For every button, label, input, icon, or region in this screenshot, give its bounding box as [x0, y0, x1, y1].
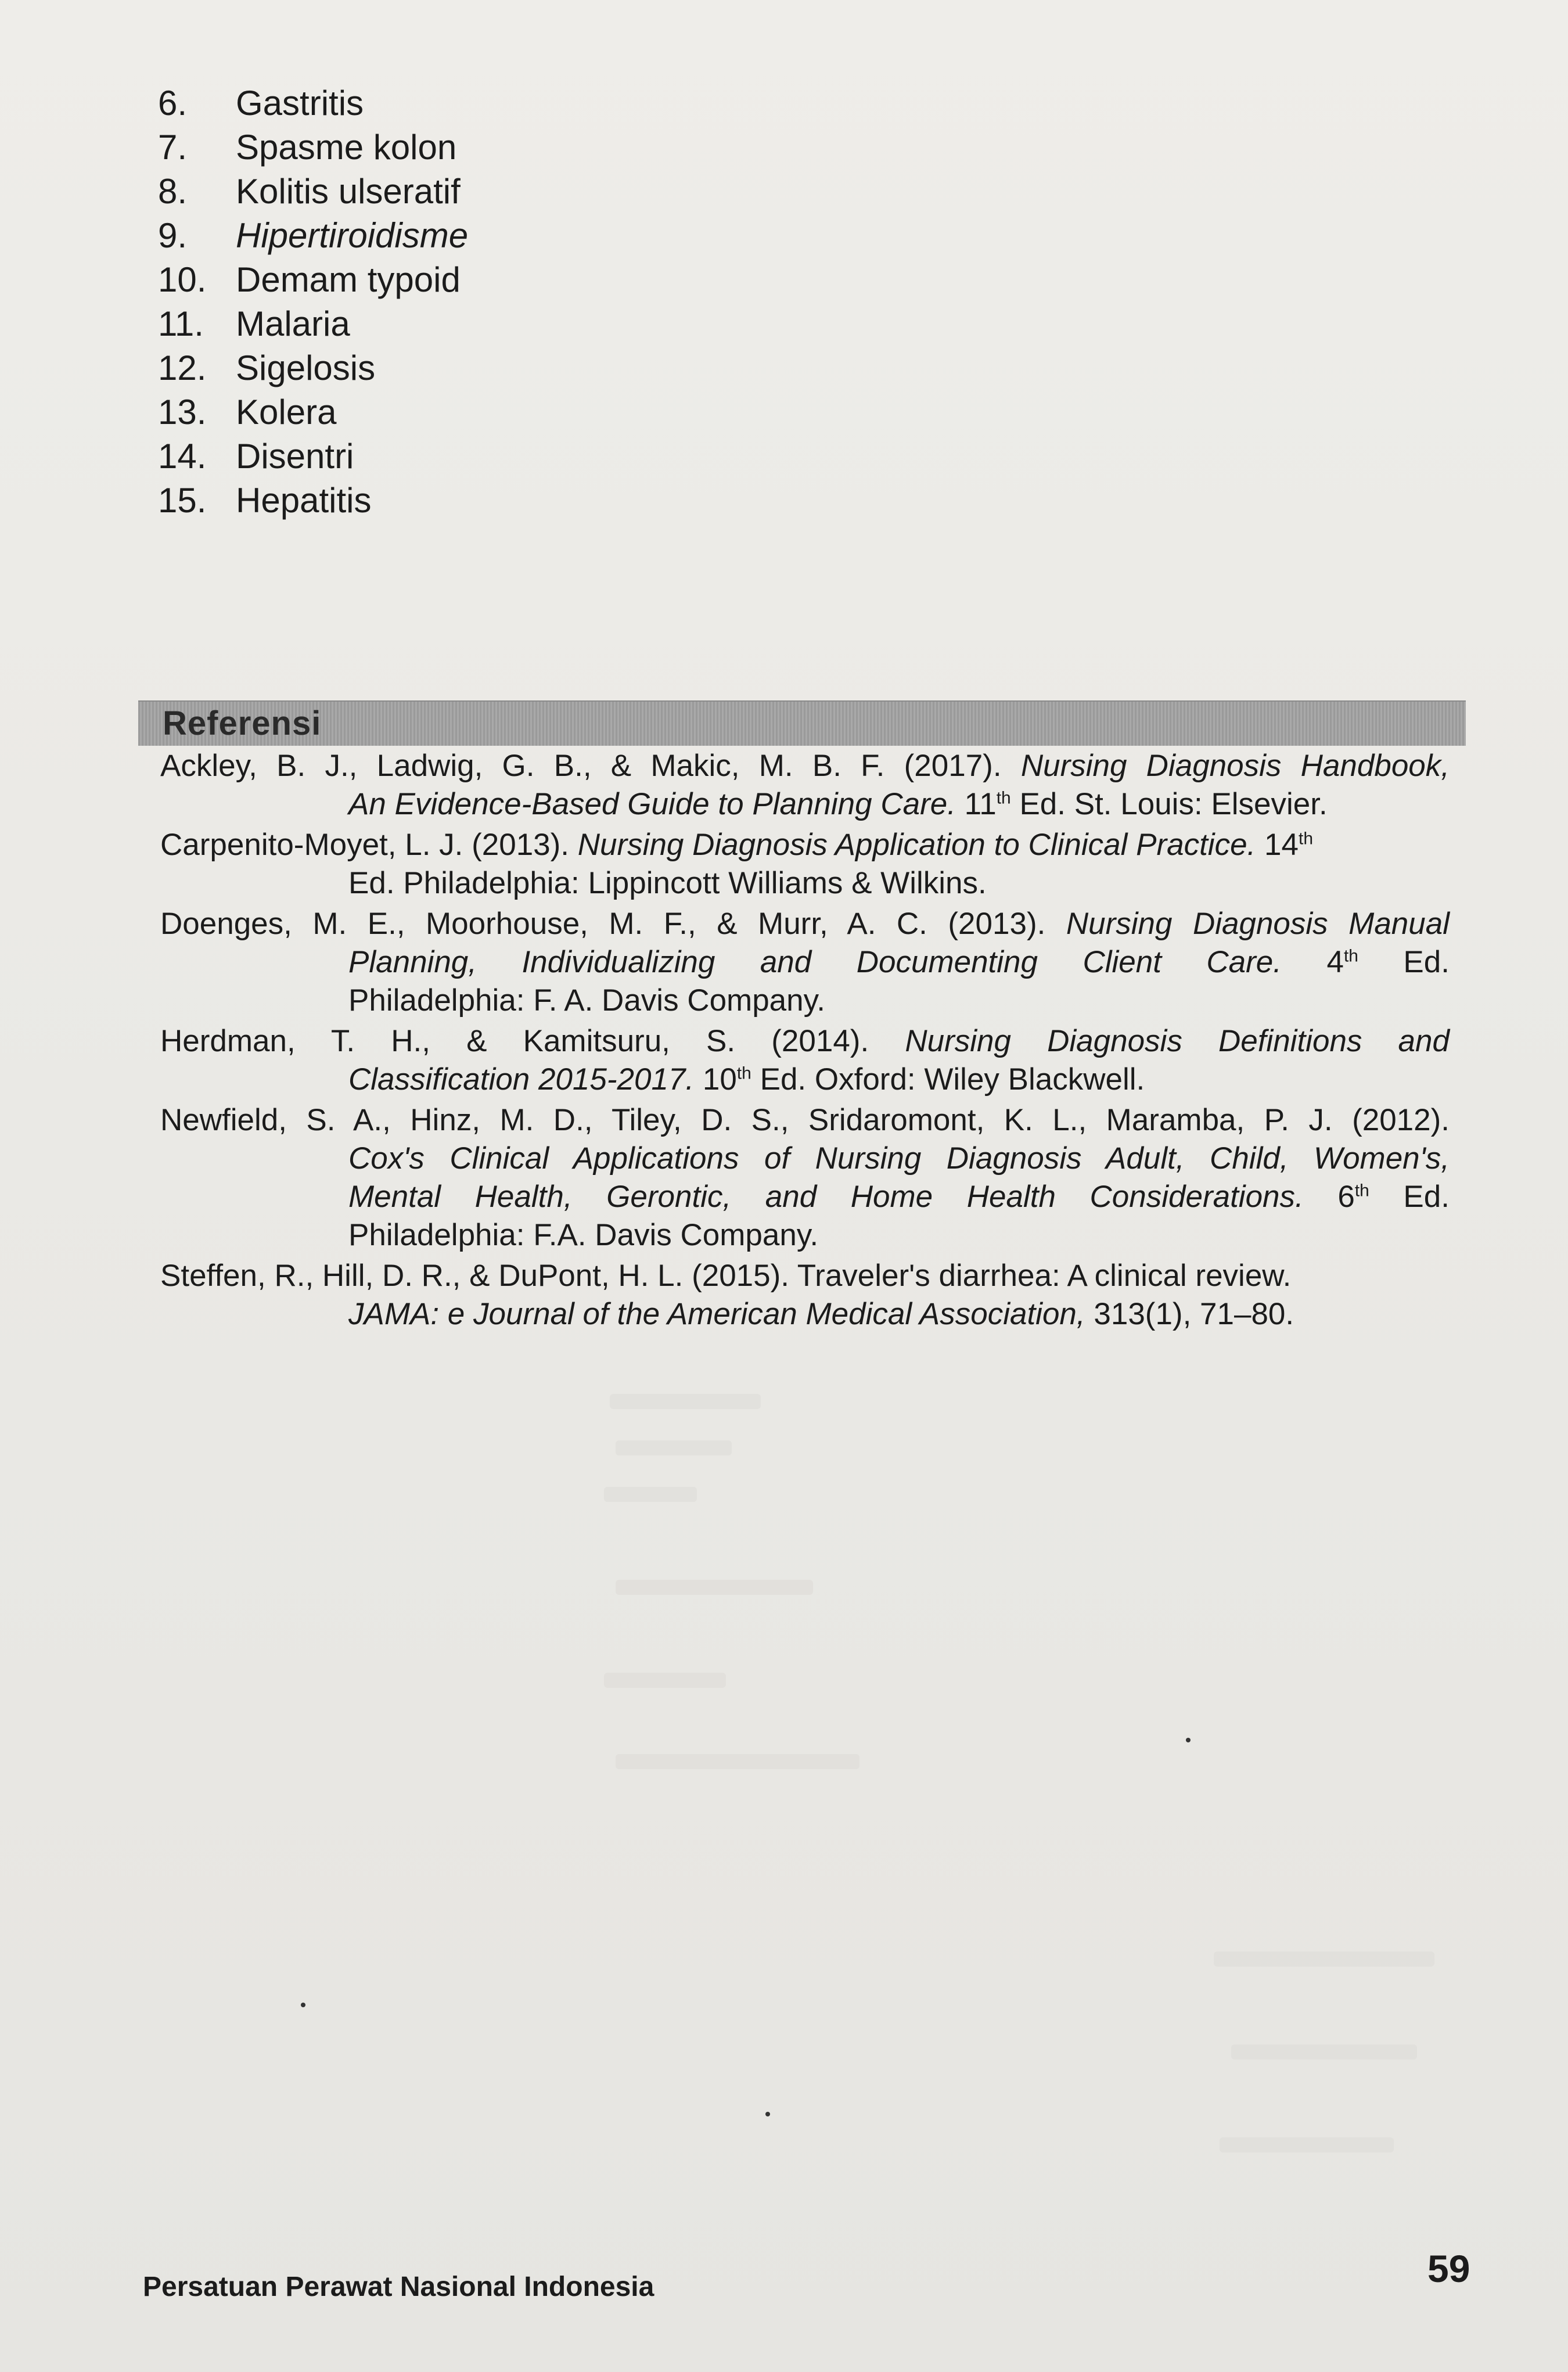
- reference-entry: Herdman, T. H., & Kamitsuru, S. (2014). Nursing Diagnosis Definitions and Classification 2015-2017. 10th Ed. Oxford: Wiley Blackwell.: [160, 1024, 1450, 1097]
- bleed-through-mark: [1231, 2044, 1417, 2060]
- speck: [1186, 1738, 1191, 1742]
- book-page: 6. Gastritis 7. Spasme kolon 8. Kolitis ulseratif 9. Hipertiroidisme 10. Demam typoid 11. Malaria 12. Sigelosis 13. Kolera 14. Disentri 15. Hepatitis Referensi Ackley, B. J., Ladwig, G. B., & Makic, M. B. F. (2017). Nursing Diagnosis Handbook, An Evidence-Based Guide to Planning Care. 11th Ed. St. Louis: Elsevier. Carpenito-Moyet, L. J. (2013). Nursing Diagnosis Application to Clinical Practice. 14th Ed. Philadelphia: Lippincott Williams & Wilkins. Doenges, M. E., Moorhouse, M. F., & Murr, A. C. (2013). Nursing Diagnosis Manual Planning, Individualizing and Documenting Client Care. 4th Ed. Philadelphia: F. A. Davis Company. Herdman, T. H., & Kamitsuru, S. (2014). Nursing Diagnosis Definitions and Classification 2015-2017. 10th Ed. Oxford: Wiley Blackwell. Newfield, S. A., Hinz, M. D., Tiley, D. S., Sridaromont, K. L., Maramba, P. J. (2012). Cox's Clinical Applications of Nursing Diagnosis Adult, Child, Women's, Mental Health, Gerontic, and Home Health Considerations. 6th Ed. Philadelphia: F.A. Davis Company. Steffen, R., Hill, D. R., & DuPont, H. L. (2015). Traveler's diarrhea: A clinical review. JAMA: e Journal of the American Medical Association, 313(1), 71–80. Persatuan Perawat Nasional Indonesia 59: [0, 0, 1568, 2372]
- references-heading: Referensi: [163, 705, 322, 742]
- bleed-through-mark: [1220, 2137, 1394, 2152]
- references-header-bar: [138, 700, 1466, 746]
- bleed-through-mark: [604, 1673, 726, 1688]
- bleed-through-mark: [610, 1394, 761, 1409]
- reference-entry: Steffen, R., Hill, D. R., & DuPont, H. L. (2015). Traveler's diarrhea: A clinical review. JAMA: e Journal of the American Medical Association, 313(1), 71–80.: [160, 1259, 1294, 1331]
- page-number: 59: [1427, 2247, 1470, 2290]
- reference-list: [160, 747, 1450, 1336]
- publisher-footer: Persatuan Perawat Nasional Indonesia: [143, 2272, 654, 2302]
- speck: [765, 2112, 770, 2116]
- reference-entry: Ackley, B. J., Ladwig, G. B., & Makic, M. B. F. (2017). Nursing Diagnosis Handbook, An Evidence-Based Guide to Planning Care. 11th Ed. St. Louis: Elsevier.: [160, 749, 1450, 821]
- reference-entry: Doenges, M. E., Moorhouse, M. F., & Murr, A. C. (2013). Nursing Diagnosis Manual Planning, Individualizing and Documenting Client Care. 4th Ed. Philadelphia: F. A. Davis Company.: [160, 907, 1450, 1018]
- reference-entry: Carpenito-Moyet, L. J. (2013). Nursing Diagnosis Application to Clinical Practice. 14th Ed. Philadelphia: Lippincott Williams & Wilkins.: [160, 828, 1314, 900]
- reference-entry: Newfield, S. A., Hinz, M. D., Tiley, D. S., Sridaromont, K. L., Maramba, P. J. (2012). Cox's Clinical Applications of Nursing Diagnosis Adult, Child, Women's, Mental Health, Gerontic, and Home Health Considerations. 6th Ed. Philadelphia: F.A. Davis Company.: [160, 1103, 1450, 1252]
- bleed-through-mark: [616, 1580, 813, 1595]
- bleed-through-mark: [604, 1487, 697, 1502]
- speck: [301, 2003, 305, 2007]
- bleed-through-mark: [1214, 1951, 1434, 1967]
- bleed-through-mark: [616, 1754, 859, 1769]
- bleed-through-mark: [616, 1440, 732, 1455]
